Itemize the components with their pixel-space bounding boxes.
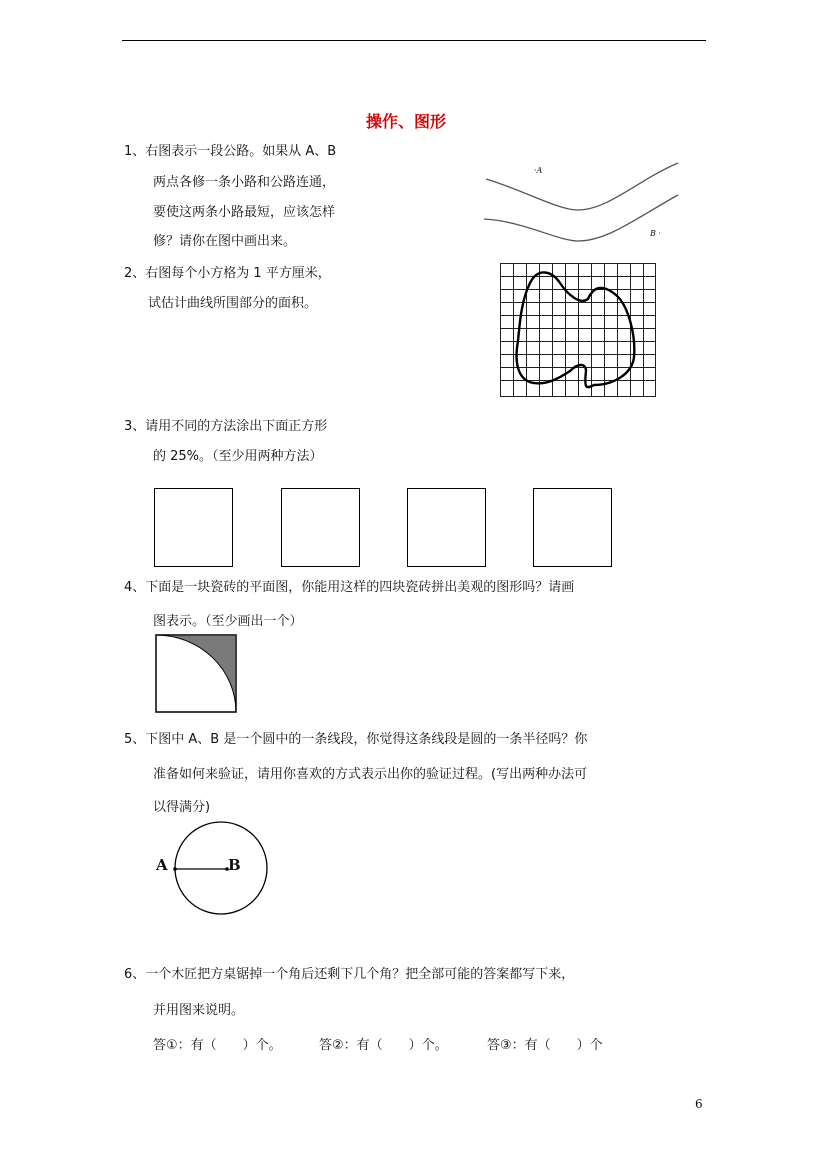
square-4[interactable]	[533, 488, 612, 567]
q5-line-2: 准备如何来验证，请用你喜欢的方式表示出你的验证过程。(写出两种办法可	[153, 767, 588, 782]
answer-3: 答③：有（ ）个	[487, 1038, 603, 1053]
page-number: 6	[695, 1097, 703, 1111]
q5-line-1: 5、下图中 A、B 是一个圆中的一条线段，你觉得这条线段是圆的一条半径吗？你	[124, 732, 588, 747]
point-b-label: B ·	[650, 229, 661, 238]
header-rule	[122, 40, 706, 41]
point-a	[173, 867, 177, 871]
road-edge-bottom	[484, 195, 678, 241]
grid-figure	[500, 263, 656, 397]
q3-line-2: 的 25%。（至少用两种方法）	[153, 449, 323, 464]
circle-figure	[172, 820, 270, 916]
q4-line-1: 4、下面是一块瓷砖的平面图，你能用这样的四块瓷砖拼出美观的图形吗？请画	[124, 580, 575, 595]
road-edge-top	[486, 163, 678, 210]
q2-line-2: 试估计曲线所围部分的面积。	[148, 296, 318, 311]
label-a: A	[156, 856, 168, 874]
circle	[175, 822, 267, 914]
q6-line-1: 6、一个木匠把方桌锯掉一个角后还剩下几个角？把全部可能的答案都写下来，	[124, 967, 575, 982]
q1-line-4: 修？请你在图中画出来。	[153, 234, 297, 249]
page-title: 操作、图形	[366, 112, 447, 131]
q1-line-2: 两点各修一条小路和公路连通，	[153, 175, 336, 190]
square-2[interactable]	[281, 488, 360, 567]
square-3[interactable]	[407, 488, 486, 567]
q6-line-2: 并用图来说明。	[153, 1003, 245, 1018]
q2-line-1: 2、右图每个小方格为 1 平方厘米，	[124, 266, 331, 281]
q3-line-1: 3、请用不同的方法涂出下面正方形	[124, 419, 328, 434]
tile-figure	[155, 634, 237, 713]
answer-2: 答②：有（ ）个。	[319, 1038, 448, 1053]
q1-line-3: 要使这两条小路最短，应该怎样	[153, 205, 336, 220]
square-1[interactable]	[154, 488, 233, 567]
q4-line-2: 图表示。（至少画出一个）	[153, 614, 303, 629]
q1-line-1: 1、右图表示一段公路。如果从 A、B	[124, 144, 337, 159]
point-a-label: ·A	[534, 166, 543, 175]
answer-1: 答①：有（ ）个。	[153, 1038, 282, 1053]
label-b: B	[228, 856, 241, 874]
q5-line-3: 以得满分)	[153, 800, 211, 815]
